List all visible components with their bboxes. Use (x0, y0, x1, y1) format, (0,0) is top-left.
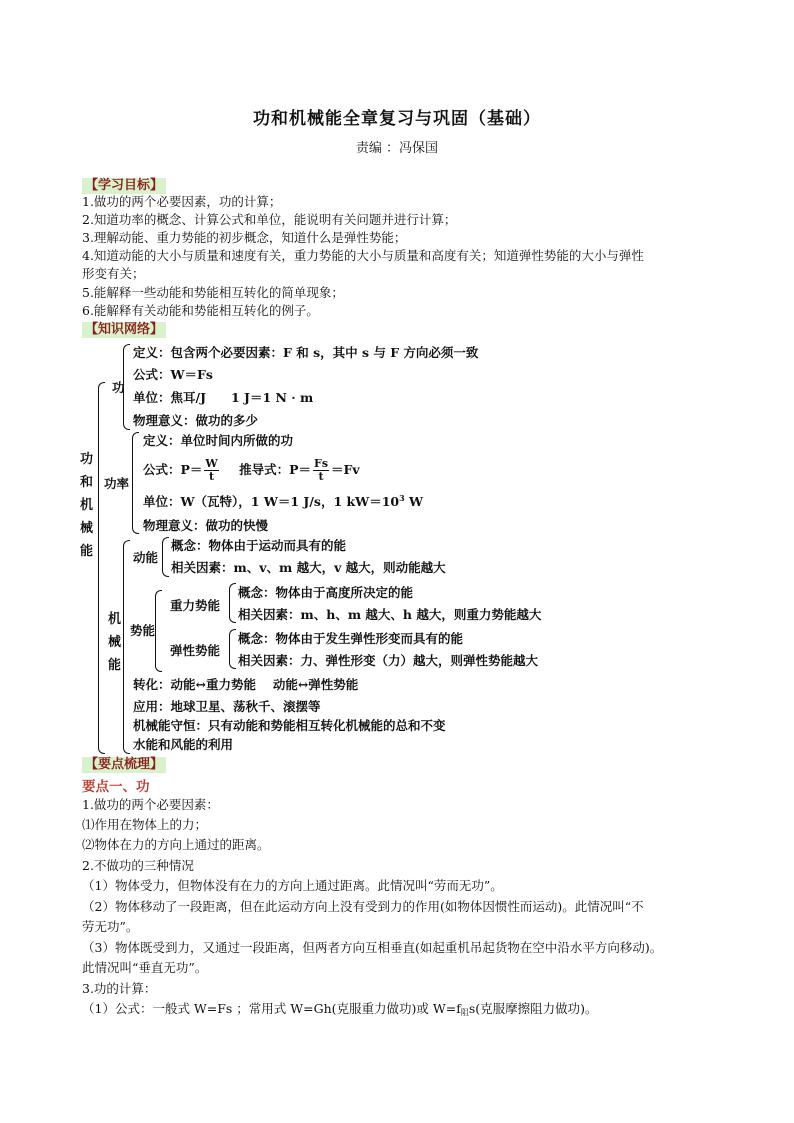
objective-item: 4.知道动能的大小与质量和速度有关，重力势能的大小与质量和高度有关；知道弹性势能的大小与弹性 (82, 248, 644, 263)
kinetic-factors: 相关因素：m、v、m 越大，v 越大，则动能越大 (171, 560, 446, 575)
brace-kinetic (162, 537, 169, 577)
node-gravity: 重力势能 (170, 598, 221, 613)
power-unit-end: W (404, 494, 424, 509)
elastic-factors: 相关因素：力、弹性形变（力）越大，则弹性势能越大 (238, 653, 539, 668)
power-formula (143, 453, 360, 487)
network-root: 功和机械能 (80, 452, 94, 559)
power-unit-text: 单位：W（瓦特），1 W＝1 J/s，1 kW＝10 (143, 494, 400, 509)
power-derived-suffix: ＝Fv (331, 462, 360, 477)
node-elastic: 弹性势能 (170, 643, 221, 658)
power-definition: 定义：单位时间内所做的功 (143, 433, 294, 448)
objective-item: 3.理解动能、重力势能的初步概念，知道什么是弹性势能； (82, 230, 407, 245)
power-formula-num: W (205, 457, 218, 470)
node-work: 功 (112, 380, 125, 395)
keypoint-line: 1.做功的两个必要因素： (82, 797, 219, 812)
brace-potential (155, 590, 162, 672)
keypoints-badge: 【要点梳理】 (82, 757, 166, 773)
section-heading: 要点一、功 (82, 779, 150, 795)
work-definition: 定义：包含两个必要因素：F 和 s，其中 s 与 F 方向必须一致 (133, 345, 479, 360)
brace-mech (123, 540, 130, 754)
keypoint-line: 3.功的计算： (82, 981, 157, 996)
work-unit: 单位：焦耳/J 1 J＝1 N · m (133, 390, 314, 405)
work-formula-line (82, 999, 598, 1023)
editor-line: 责编 ：冯保国 (355, 141, 439, 156)
power-derived-num: Fs (314, 457, 329, 470)
power-unit-exp: 3 (399, 492, 405, 503)
keypoint-line: 此情况叫“垂直无功”。 (82, 960, 208, 975)
calc-suffix: s(克服摩擦阻力做功)。 (468, 1001, 598, 1016)
mech-apply: 应用：地球卫星、荡秋千、滚摆等 (133, 699, 321, 714)
objective-item: 形变有关； (82, 266, 145, 281)
node-potential: 势能 (130, 623, 156, 638)
page-title: 功和机械能全章复习与巩固（基础） (253, 109, 541, 129)
gravity-factors: 相关因素：m、h、m 越大、h 越大，则重力势能越大 (238, 607, 542, 622)
mech-convert: 转化：动能↔重力势能 动能↔弹性势能 (133, 677, 359, 692)
gravity-concept: 概念：物体由于高度所决定的能 (238, 585, 414, 600)
keypoint-line: （3）物体既受到力，又通过一段距离，但两者方向互相垂直(如起重机吊起货物在空中沿水平方向移动)。 (82, 940, 663, 955)
mech-wind: 水能和风能的利用 (133, 737, 234, 752)
keypoint-line: ⑵物体在力的方向上通过的距离。 (82, 837, 270, 852)
objective-item: 5.能解释一些动能和势能相互转化的简单现象； (82, 285, 344, 300)
kinetic-concept: 概念：物体由于运动而具有的能 (171, 538, 347, 553)
brace-elastic (229, 629, 236, 669)
objectives-badge: 【学习目标】 (82, 178, 166, 194)
keypoint-line: （1）物体受力，但物体没有在力的方向上通过距离。此情况叫“劳而无功”。 (82, 878, 503, 893)
keypoint-line: （2）物体移动了一段距离，但在此运动方向上没有受到力的作用(如物体因惯性而运动)。此情况叫“不 (82, 899, 644, 914)
power-derived-den: t (318, 470, 324, 483)
keypoint-line: 2.不做功的三种情况 (82, 858, 194, 873)
power-formula-fraction (204, 458, 218, 483)
power-derived-prefix: 推导式：P＝ (239, 462, 312, 477)
objective-item: 1.做功的两个必要因素，功的计算； (82, 194, 282, 209)
brace-gravity (229, 583, 236, 623)
elastic-concept: 概念：物体由于发生弹性形变而具有的能 (238, 631, 464, 646)
power-meaning: 物理意义：做功的快慢 (143, 518, 269, 533)
calc-sub: 阻 (460, 1008, 469, 1017)
power-unit (143, 492, 423, 510)
brace-root (98, 382, 105, 754)
calc-prefix: （1）公式：一般式 W=Fs ；常用式 W=Gh(克服重力做功)或 W=f (82, 1001, 461, 1016)
power-derived-fraction (313, 458, 329, 483)
power-formula-prefix: 公式：P＝ (143, 462, 203, 477)
node-power: 功率 (104, 476, 130, 491)
power-formula-den: t (209, 470, 215, 483)
keypoint-line: 劳无功”。 (82, 919, 139, 934)
node-mech: 机械能 (108, 612, 122, 673)
network-badge: 【知识网络】 (82, 322, 166, 338)
objective-item: 6.能解释有关动能和势能相互转化的例子。 (82, 303, 319, 318)
objective-item: 2.知道功率的概念、计算公式和单位，能说明有关问题并进行计算； (82, 212, 457, 227)
work-meaning: 物理意义：做功的多少 (133, 413, 259, 428)
brace-power (132, 432, 139, 534)
mech-conserve: 机械能守恒：只有动能和势能相互转化机械能的总和不变 (133, 718, 446, 733)
keypoint-line: ⑴作用在物体上的力； (82, 817, 208, 832)
work-formula: 公式：W＝Fs (133, 367, 213, 382)
node-kinetic: 动能 (133, 550, 159, 565)
